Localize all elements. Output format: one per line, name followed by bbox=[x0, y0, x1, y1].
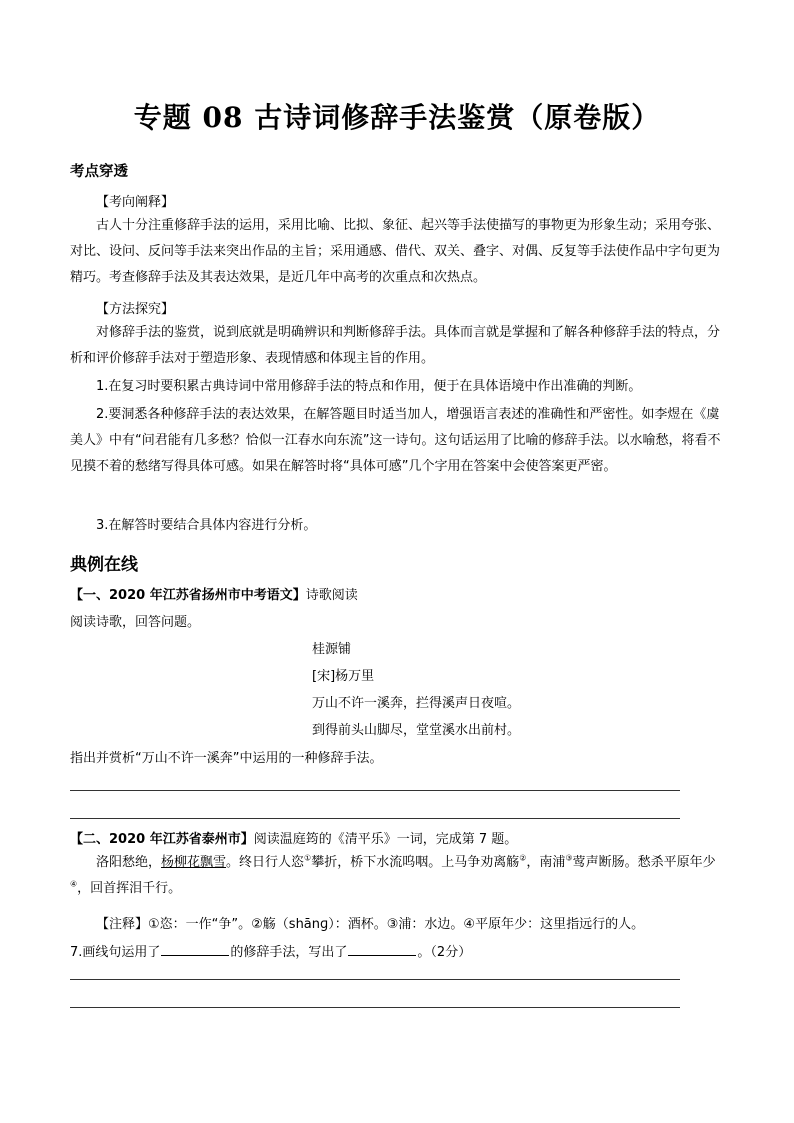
underlined-line: 杨柳花飘雪 bbox=[161, 855, 227, 870]
q2-source: 【二、2020 年江苏省泰州市】 bbox=[70, 832, 254, 847]
q2-blank-2[interactable] bbox=[348, 943, 416, 956]
q1-type: 诗歌阅读 bbox=[305, 588, 358, 603]
poem-line-1: 万山不许一溪奔，拦得溪声日夜喧。 bbox=[312, 696, 521, 711]
q2-answer-line-2[interactable] bbox=[70, 1007, 680, 1008]
q2-blank-1[interactable] bbox=[161, 943, 229, 956]
q2-note-label: 【注释】 bbox=[96, 917, 149, 932]
q1-answer-line-2[interactable] bbox=[70, 818, 680, 819]
q2-intro: 阅读温庭筠的《清平乐》一词，完成第 7 题。 bbox=[253, 832, 518, 847]
q2-poem-text: 洛阳愁绝，杨柳花飘雪。终日行人恣①攀折，桥下水流呜咽。上马争劝离觞②，南浦③莺声断肠。愁杀平原年少④，回首挥泪千行。 bbox=[70, 853, 716, 896]
q2-answer-line-1[interactable] bbox=[70, 979, 680, 980]
poem-author: [宋]杨万里 bbox=[312, 669, 375, 684]
section-heading-dianli: 典例在线 bbox=[70, 555, 138, 575]
poem-title: 桂源铺 bbox=[312, 642, 352, 657]
section-heading-kaodian: 考点穿透 bbox=[70, 164, 128, 180]
kaoxiang-label: 【考向阐释】 bbox=[96, 195, 175, 210]
fangfa-paragraph: 对修辞手法的鉴赏，说到底就是明确辨识和判断修辞手法。具体而言就是掌握和了解各种修辞手法的特点，分析和评价修辞手法对于塑造形象、表现情感和体现主旨的作用。 bbox=[70, 325, 721, 366]
page-title: 专题 08 古诗词修辞手法鉴赏（原卷版） bbox=[133, 101, 661, 134]
fangfa-item-1: 1.在复习时要积累古典诗词中常用修辞手法的特点和作用，便于在具体语境中作出准确的判断。 bbox=[96, 379, 642, 394]
poem-line-2: 到得前头山脚尽，堂堂溪水出前村。 bbox=[312, 723, 521, 738]
q2-notes bbox=[96, 913, 644, 932]
kaoxiang-paragraph: 古人十分注重修辞手法的运用，采用比喻、比拟、象征、起兴等手法使描写的事物更为形象生动；采用夸张、对比、设问、反问等手法来突出作品的主旨；采用通感、借代、双关、叠字、对偶、反复等手法使作品中字句更为精巧。考查修辞手法及其表达效果，是近几年中高考的次重点和次热点。 bbox=[70, 218, 721, 285]
q1-answer-line-1[interactable] bbox=[70, 790, 680, 791]
fangfa-item-3: 3.在解答时要结合具体内容进行分析。 bbox=[96, 518, 317, 533]
q1-instruction: 阅读诗歌，回答问题。 bbox=[70, 615, 201, 630]
q1-source: 【一、2020 年江苏省扬州市中考语文】 bbox=[70, 588, 306, 603]
q2-note-text: ①恣：一作“争”。②觞（shānɡ）：酒杯。③浦：水边。④平原年少：这里指远行的人。 bbox=[148, 917, 645, 932]
q2-header bbox=[70, 828, 517, 847]
q1-header bbox=[70, 584, 358, 603]
fangfa-label: 【方法探究】 bbox=[96, 302, 175, 317]
fangfa-item-2: 2.要洞悉各种修辞手法的表达效果，在解答题目时适当加人，增强语言表述的准确性和严密性。如李煜在《虞美人》中有“问君能有几多愁？恰似一江春水向东流”这一诗句。这句话运用了比喻的修辞手法。以水喻愁，将看不见摸不着的愁绪写得具体可感。如果在解答时将“具体可感”几个字用在答案中会使答案更严密。 bbox=[70, 407, 721, 474]
q2-question: 7.画线句运用了 的修辞手法，写出了 。（2分） bbox=[70, 945, 472, 960]
q1-question: 指出并赏析“万山不许一溪奔”中运用的一种修辞手法。 bbox=[70, 751, 383, 766]
